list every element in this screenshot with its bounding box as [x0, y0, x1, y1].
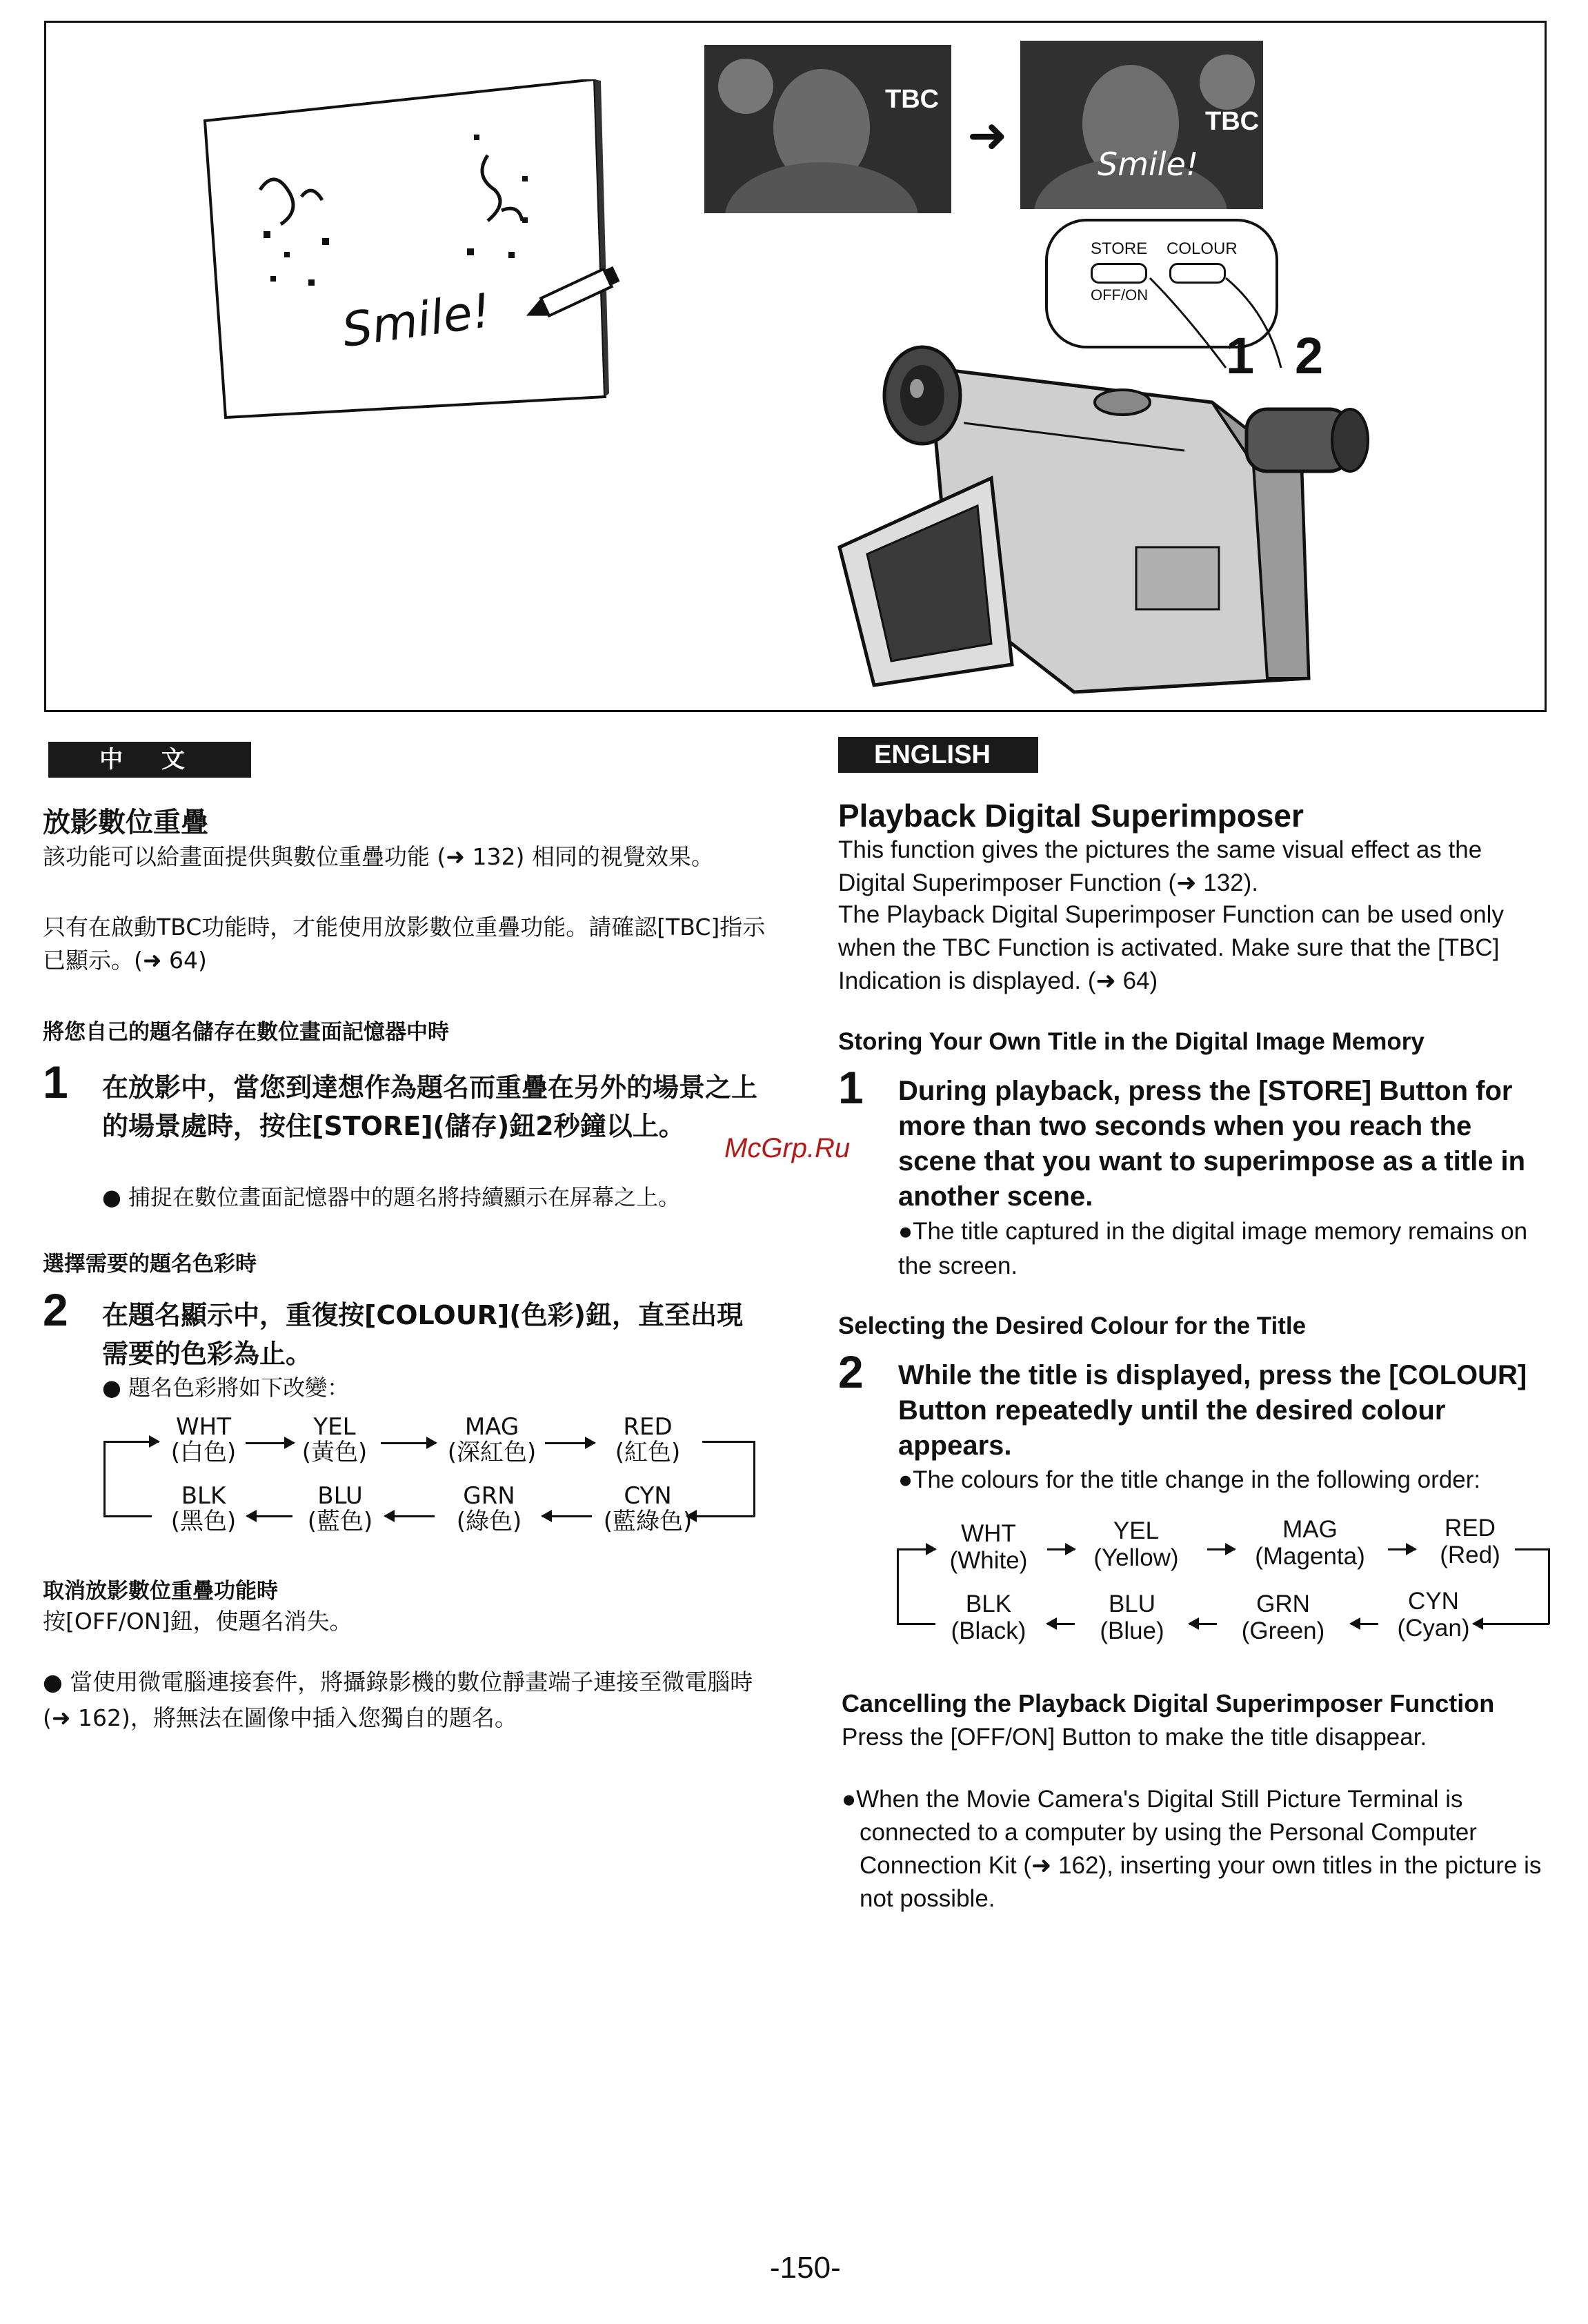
camcorder-illustration — [826, 319, 1398, 706]
zh-step-1-text: 在放影中，當您到達想作為題名而重疊在另外的場景之上的場景處時，按住[STORE](儲存)鈕2秒鐘以上。 — [102, 1072, 758, 1141]
en-colour-wht: WHT (White) — [949, 1520, 1028, 1574]
zh-colour-cyn: CYN (藍綠色) — [603, 1482, 693, 1536]
chinese-section-header: 中 文 — [48, 742, 251, 778]
colour-button-label: COLOUR — [1167, 239, 1238, 258]
zh-subheading-cancel: 取消放影數位重疊功能時 — [43, 1579, 278, 1604]
zh-step-2-number: 2 — [43, 1284, 68, 1335]
en-arrow-4 — [1047, 1623, 1075, 1625]
en-arrow-3 — [1388, 1548, 1416, 1550]
en-colour-cycle-diagram — [894, 1515, 1554, 1653]
zh-colour-mag: MAG (深紅色) — [447, 1413, 537, 1467]
watermark: McGrp.Ru — [724, 1133, 851, 1163]
tbc-indicator-left: TBC — [885, 85, 940, 114]
zh-computer-note: ● 當使用微電腦連接套件，將攝錄影機的數位靜畫端子連接至微電腦時 (➜ 162)，將無法在圖像中插入您獨自的題名。 — [43, 1668, 753, 1731]
zh-subheading-store: 將您自己的題名儲存在數位畫面記憶器中時 — [43, 1020, 449, 1045]
en-arrow-2 — [1207, 1548, 1235, 1550]
en-cancel-text: Press the [OFF/ON] Button to make the title disappear. — [842, 1724, 1427, 1751]
en-colour-red: RED (Red) — [1440, 1515, 1500, 1568]
zh-colour-blk: BLK (黑色) — [170, 1482, 237, 1536]
tbc-indicator-right: TBC — [1205, 107, 1260, 136]
en-subheading-cancel: Cancelling the Playback Digital Superimposer Function — [842, 1689, 1495, 1717]
en-arrow-1 — [1047, 1548, 1075, 1550]
off-on-button-label: OFF/ON — [1091, 286, 1149, 304]
zh-arrow-3 — [545, 1442, 595, 1444]
en-step-1-text: During playback, press the [STORE] Button for more than two seconds when you reach the scene that you want to superimpose as a title in another scene. — [898, 1076, 1526, 1212]
zh-arrow-5 — [385, 1515, 435, 1517]
zh-step-1-note: ● 捕捉在數位畫面記憶器中的題名將持續顯示在屏幕之上。 — [102, 1184, 681, 1210]
en-subheading-store: Storing Your Own Title in the Digital Image Memory — [838, 1028, 1425, 1055]
zh-cancel-text: 按[OFF/ON]鈕，使題名消失。 — [43, 1608, 353, 1635]
zh-step-1-number: 1 — [43, 1056, 68, 1107]
whiteboard-illustration — [198, 79, 626, 438]
zh-colour-blu: BLU (藍色) — [307, 1482, 373, 1536]
playback-screen-after — [1020, 41, 1263, 209]
zh-arrow-6 — [542, 1515, 592, 1517]
en-subheading-colour: Selecting the Desired Colour for the Title — [838, 1312, 1307, 1339]
zh-colour-cycle-diagram — [102, 1415, 764, 1553]
en-colour-blu: BLU (Blue) — [1100, 1591, 1164, 1644]
zh-arrow-1 — [246, 1442, 294, 1444]
zh-colour-red: RED (紅色) — [615, 1413, 681, 1467]
en-colour-mag: MAG (Magenta) — [1255, 1516, 1365, 1570]
en-arrow-6 — [1351, 1623, 1378, 1625]
zh-intro-2: 只有在啟動TBC功能時，才能使用放影數位重疊功能。請確認[TBC]指示已顯示。(➜ 64) — [43, 914, 766, 974]
zh-step-2-text: 在題名顯示中，重復按[COLOUR](色彩)鈕，直至出現需要的色彩為止。 — [102, 1300, 743, 1369]
zh-page-title: 放影數位重疊 — [43, 807, 208, 838]
en-arrow-5 — [1189, 1623, 1217, 1625]
zh-arrow-4 — [247, 1515, 292, 1517]
en-step-2-text: While the title is displayed, press the [COLOUR] Button repeatedly until the desired colour appears. — [898, 1360, 1527, 1461]
callout-number-1: 1 — [1226, 327, 1255, 384]
en-colour-grn: GRN (Green) — [1241, 1591, 1325, 1644]
zh-colour-wht: WHT (白色) — [170, 1413, 237, 1467]
zh-intro-1: 該功能可以給畫面提供與數位重疊功能 (➜ 132) 相同的視覺效果。 — [43, 843, 714, 870]
zh-step-2-note: ● 題名色彩將如下改變： — [102, 1375, 350, 1401]
zh-colour-grn: GRN (綠色) — [456, 1482, 522, 1536]
illustration-frame — [44, 21, 1547, 712]
store-button-label: STORE — [1091, 239, 1148, 258]
playback-screen-before — [704, 45, 951, 213]
en-step-1-number: 1 — [838, 1062, 864, 1113]
en-step-2-number: 2 — [838, 1346, 864, 1397]
en-colour-yel: YEL (Yellow) — [1093, 1517, 1179, 1571]
en-page-title: Playback Digital Superimposer — [838, 798, 1304, 834]
en-step-1-note: ●The title captured in the digital image memory remains on the screen. — [898, 1218, 1528, 1279]
en-step-2-note: ●The colours for the title change in the following order: — [898, 1466, 1481, 1493]
en-colour-cyn: CYN (Cyan) — [1397, 1588, 1470, 1642]
en-colour-blk: BLK (Black) — [951, 1591, 1026, 1644]
zh-arrow-2 — [381, 1442, 436, 1444]
en-intro-1: This function gives the pictures the same visual effect as the Digital Superimposer Function (➜ 132). — [838, 836, 1482, 896]
en-computer-note: ●When the Movie Camera's Digital Still Picture Terminal is connected to a computer by using the Personal Computer Connection Kit (➜ 162), inserting your own titles in the picture is not possible. — [842, 1786, 1542, 1912]
page-number: -150- — [770, 2251, 841, 2285]
superimposed-title: Smile! — [1098, 146, 1199, 183]
en-intro-2: The Playback Digital Superimposer Function can be used only when the TBC Function is activated. Make sure that the [TBC] Indication is displayed. (➜ 64) — [838, 901, 1504, 994]
english-section-header: ENGLISH — [838, 737, 1038, 773]
board-smile-text: Smile! — [339, 283, 495, 359]
zh-subheading-colour: 選擇需要的題名色彩時 — [43, 1252, 257, 1277]
zh-colour-yel: YEL (黃色) — [301, 1413, 368, 1467]
transition-arrow-icon: ➜ — [967, 108, 1008, 162]
callout-number-2: 2 — [1295, 327, 1324, 384]
